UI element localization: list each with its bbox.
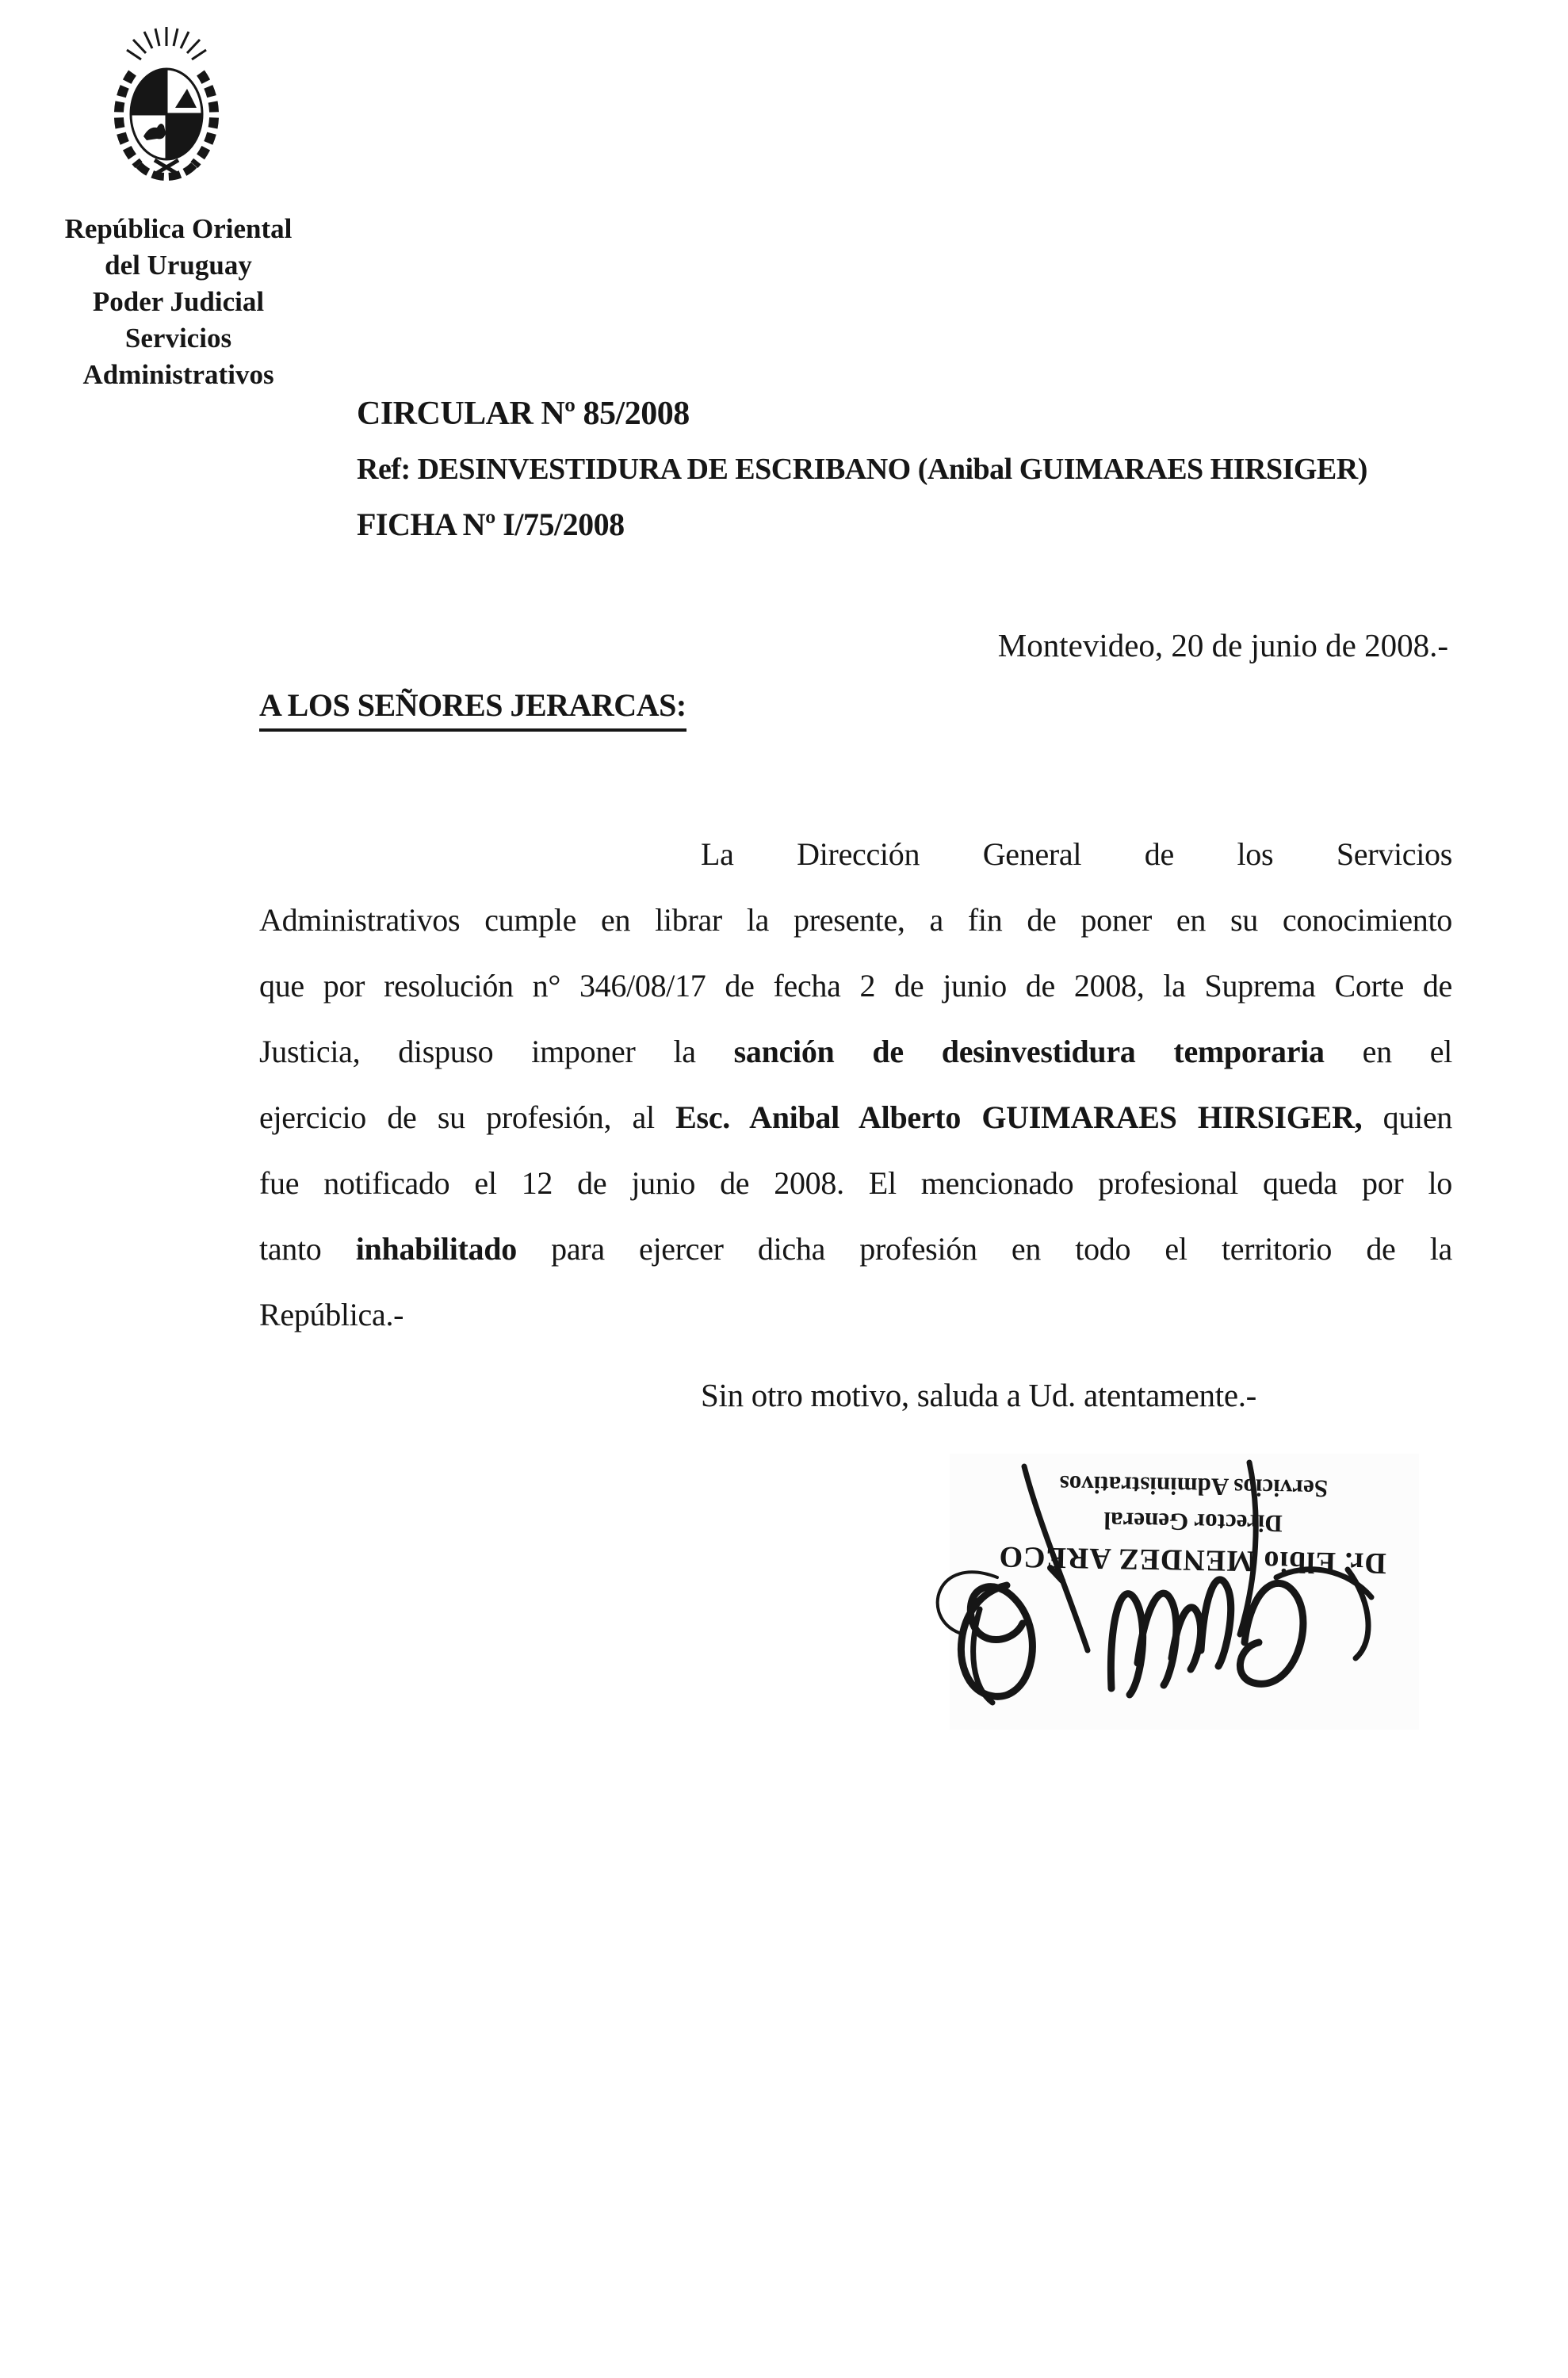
body-text: La Dirección General de los Servicios — [701, 836, 1452, 872]
signer-office: Servicios Administrativos — [1059, 1470, 1329, 1503]
closing-line: Sin otro motivo, saluda a Ud. atentamente.- — [701, 1377, 1257, 1413]
letterhead-org — [32, 211, 325, 393]
body-text-bold: inhabilitado — [355, 1231, 517, 1267]
body-text: para ejercer dicha profesión en todo el territorio de la — [516, 1231, 1452, 1267]
signature-scrawl-icon — [904, 1451, 1395, 1712]
org-line: República Oriental — [64, 213, 293, 244]
uruguay-coat-of-arms-icon — [107, 24, 226, 186]
body-line — [259, 1150, 1452, 1216]
shield-quarter-bottom-right — [166, 114, 202, 159]
body-text: República.- — [259, 1297, 404, 1332]
body-text: tanto — [259, 1231, 356, 1267]
dateline: Montevideo, 20 de junio de 2008.- — [997, 627, 1448, 663]
body-line — [259, 1282, 1452, 1348]
salutation: A LOS SEÑORES JERARCAS: — [259, 686, 686, 732]
org-line: Servicios — [124, 323, 232, 354]
ficha-number: FICHA Nº I/75/2008 — [357, 507, 625, 542]
body-text: ejercicio de su profesión, al — [259, 1099, 676, 1135]
body-text: que por resolución n° 346/08/17 de fecha 2 de junio de 2008, la Suprema Corte de — [259, 968, 1452, 1004]
body-text: Administrativos cumple en librar la presente, a fin de poner en su conocimiento — [259, 902, 1452, 938]
body-text-bold: sanción de desinvestidura temporaria — [733, 1034, 1325, 1069]
sun-rays-icon — [127, 27, 206, 59]
letter-body — [259, 821, 1452, 1348]
body-line — [259, 1084, 1452, 1150]
org-line: Administrativos — [82, 359, 274, 390]
salutation-wrap — [259, 686, 686, 732]
org-line: del Uruguay — [105, 250, 252, 281]
signer-title: Director General — [1103, 1507, 1283, 1538]
body-text: Justicia, dispuso imponer la — [259, 1034, 734, 1069]
circular-number: CIRCULAR Nº 85/2008 — [357, 396, 690, 432]
subject-block — [357, 393, 1482, 545]
org-line: Poder Judicial — [92, 286, 265, 317]
body-text: fue notificado el 12 de junio de 2008. El mencionado profesional queda por lo — [259, 1165, 1452, 1201]
body-line — [259, 887, 1452, 953]
body-line — [259, 821, 1452, 887]
body-text: quien — [1362, 1099, 1452, 1135]
body-line — [259, 953, 1452, 1019]
body-line — [259, 1216, 1452, 1282]
body-line — [259, 1019, 1452, 1084]
body-text-bold: Esc. Anibal Alberto GUIMARAES HIRSIGER, — [675, 1099, 1363, 1135]
subject-ref: Ref: DESINVESTIDURA DE ESCRIBANO (Anibal GUIMARAES HIRSIGER) — [357, 453, 1367, 486]
signer-name: Dr. Elbio MENDEZ ARECO — [998, 1539, 1387, 1581]
body-text: en el — [1324, 1034, 1452, 1069]
